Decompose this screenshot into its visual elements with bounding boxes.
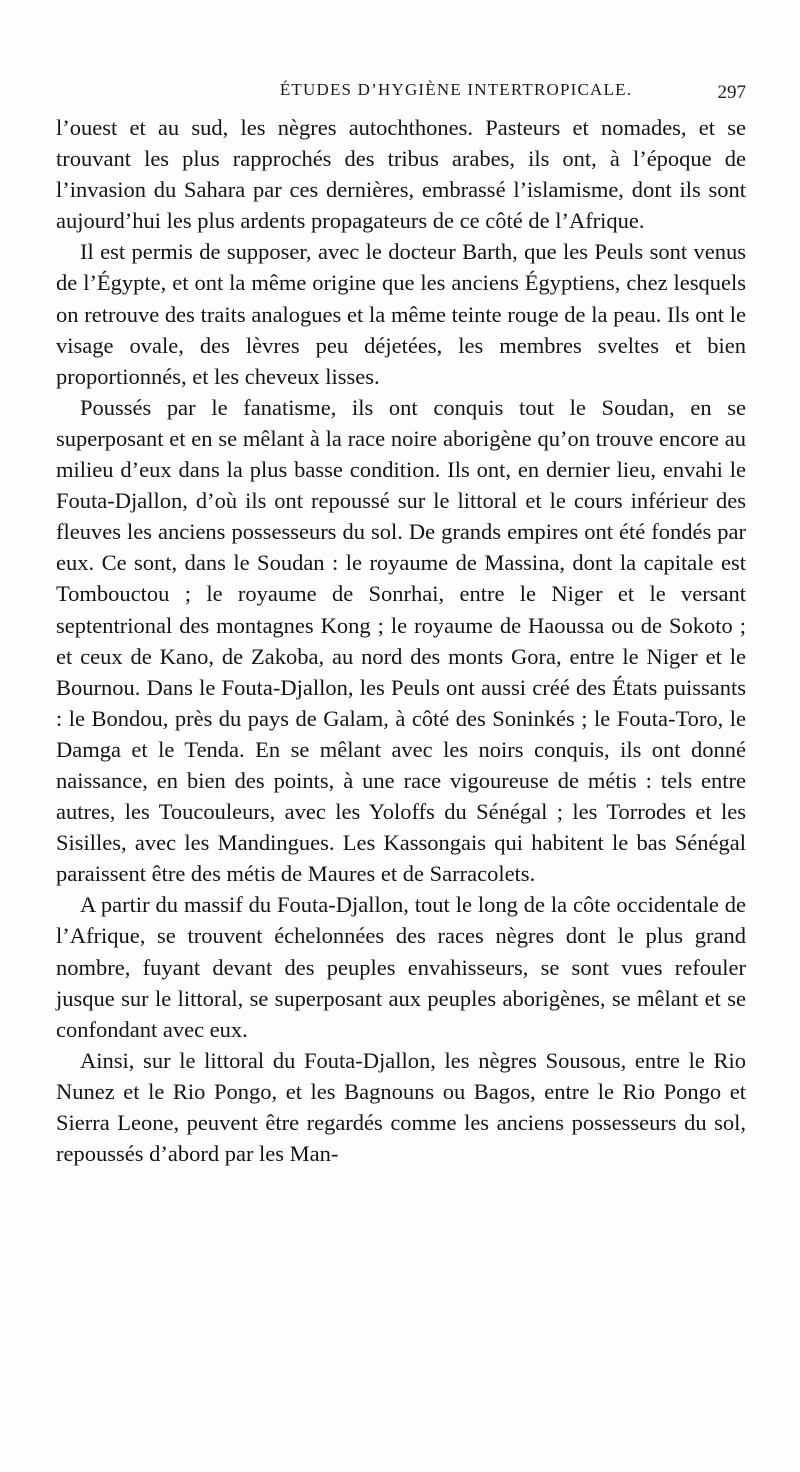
- paragraph-5: Ainsi, sur le littoral du Fouta-Djallon, les nègres Sousous, entre le Rio Nunez et le Rio Pongo, et les Bagnouns ou Bagos, entre le Rio Pongo et Sierra Leone, peuvent être regardés comme les anciens possesseurs du sol, repoussés d’abord par les Man-: [56, 1047, 746, 1167]
- page-header: [56, 70, 746, 110]
- body-text: [56, 112, 746, 1169]
- paragraph-2: Il est permis de supposer, avec le docteur Barth, que les Peuls sont venus de l’Égypte, et ont la même origine que les anciens Égyptiens, chez lesquels on retrouve des traits analogues et la même teinte rouge de la peau. Ils ont le visage ovale, des lèvres peu déjetées, les membres sveltes et bien proportionnés, et les cheveux lisses.: [56, 239, 746, 389]
- page-number: 297: [717, 82, 746, 103]
- paragraph-4: A partir du massif du Fouta-Djallon, tout le long de la côte occidentale de l’Afrique, se trouvent échelonnées des races nègres dont le plus grand nombre, fuyant devant des peuples envahisseurs, se sont vues refouler jusque sur le littoral, se superposant aux peuples aborigènes, se mêlant et se confondant avec eux.: [56, 892, 746, 1042]
- paragraph-1: l’ouest et au sud, les nègres autochthones. Pasteurs et nomades, et se trouvant les plus rapprochés des tribus arabes, ils ont, à l’époque de l’invasion du Sahara par ces dernières, embrassé l’islamisme, dont ils sont aujourd’hui les plus ardents propagateurs de ce côté de l’Afrique.: [56, 115, 746, 234]
- paragraph-3: Poussés par le fanatisme, ils ont conquis tout le Soudan, en se superposant et en se mêlant à la race noire aborigène qu’on trouve encore au milieu d’eux dans la plus basse condition. Ils ont, en dernier lieu, envahi le Fouta-Djallon, d’où ils ont repoussé sur le littoral et le cours inférieur des fleuves les anciens possesseurs du sol. De grands empires ont été fondés par eux. Ce sont, dans le Soudan : le royaume de Massina, dont la capitale est Tombouctou ; le royaume de Sonrhai, entre le Niger et le versant septentrional des montagnes Kong ; le royaume de Haoussa ou de Sokoto ; et ceux de Kano, de Zakoba, au nord des monts Gora, entre le Niger et le Bournou. Dans le Fouta-Djallon, les Peuls ont aussi créé des États puissants : le Bondou, près du pays de Galam, à côté des Soninkés ; le Fouta-Toro, le Damga et le Tenda. En se mêlant avec les noirs conquis, ils ont donné naissance, en bien des points, à une race vigoureuse de métis : tels entre autres, les Toucouleurs, avec les Yoloffs du Sénégal ; les Torrodes et les Sisilles, avec les Mandingues. Les Kassongais qui habitent le bas Sénégal paraissent être des métis de Maures et de Sarracolets.: [56, 394, 746, 887]
- running-head: ÉTUDES D’HYGIÈNE INTERTROPICALE.: [279, 80, 633, 99]
